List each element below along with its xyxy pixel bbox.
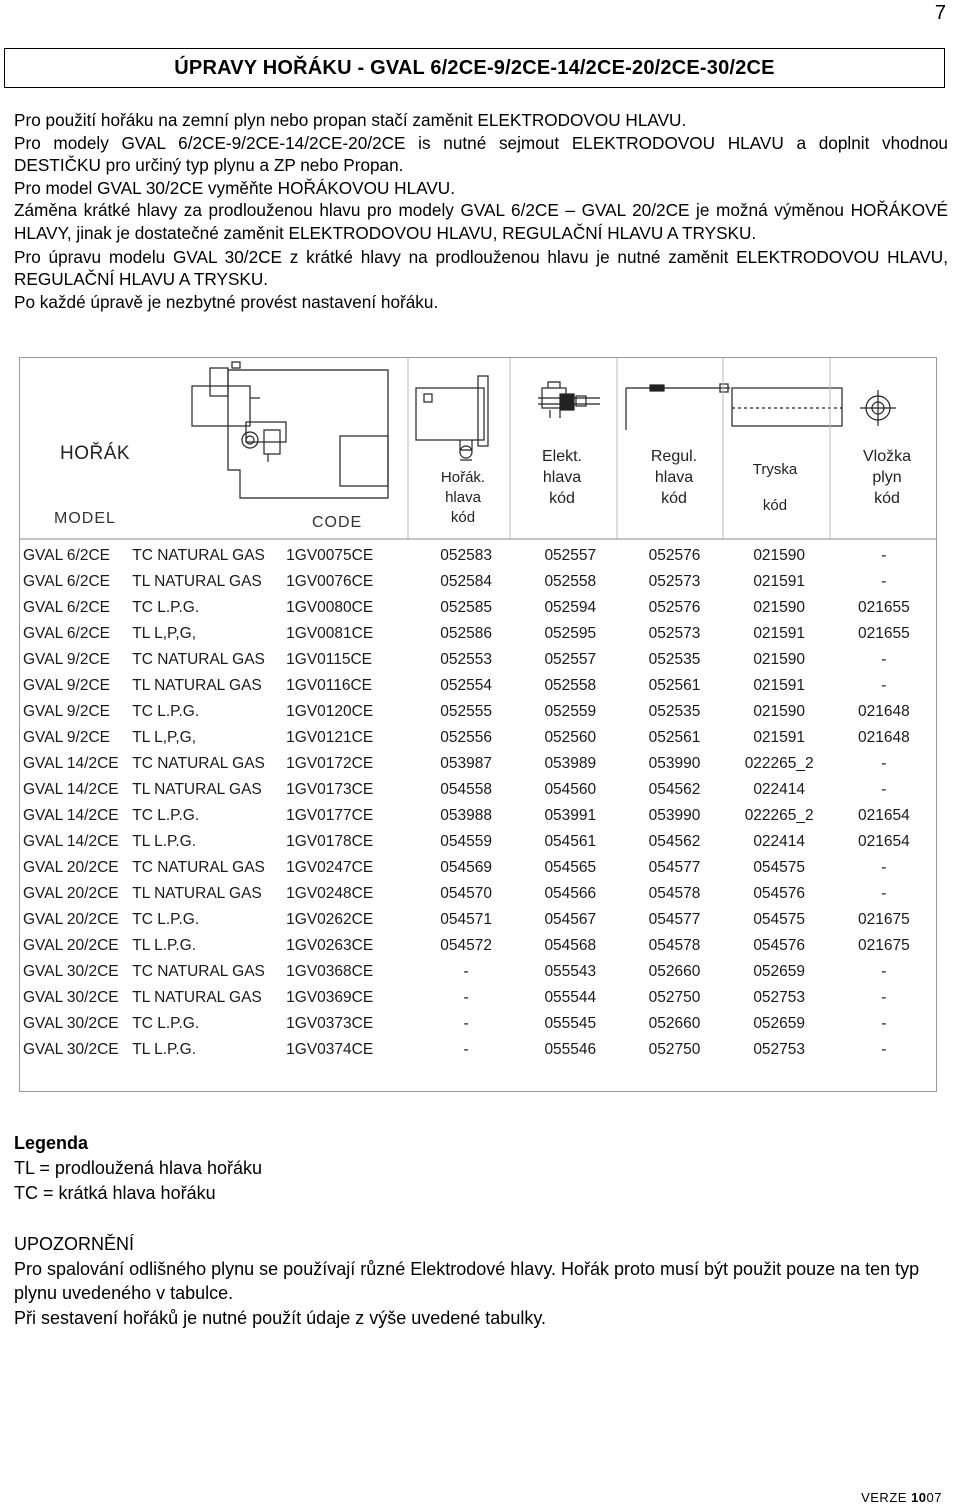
table-row [23,803,936,829]
header-model: MODEL [54,510,116,527]
cell-code: 1GV0373CE [286,1015,374,1032]
cell-burner-head-code: 052585 [440,599,492,616]
cell-gas-insert-code: - [881,885,887,902]
regulation-head-drawing-icon [626,384,730,430]
cell-burner-head-code: 052584 [440,573,492,590]
table-row [23,829,936,855]
cell-burner-head-code: 052553 [440,651,492,668]
warning-line: Při sestavení hořáků je nutné použít údaje z výše uvedené tabulky. [14,1307,546,1328]
cell-burner-head-code: 053987 [440,755,492,772]
cell-regulation-head-code: 052573 [648,573,701,590]
intro-text [14,109,948,313]
header-line: hlava [654,469,694,486]
cell-type: TL L.P.G. [132,937,197,954]
table-row [23,907,936,933]
table-row [23,595,936,621]
cell-model: GVAL 20/2CE [23,859,119,876]
legend [14,1131,948,1206]
cell-type: TC NATURAL GAS [132,547,265,564]
cell-type: TL NATURAL GAS [132,885,262,902]
cell-nozzle-code: 021591 [753,729,806,746]
header-line: kód [762,497,788,514]
header-burner-head-code [428,468,498,528]
cell-code: 1GV0115CE [286,651,373,668]
cell-model: GVAL 6/2CE [23,573,111,590]
table-row [23,751,936,777]
cell-nozzle-code: 021590 [753,547,806,564]
table-row [23,725,936,751]
cell-burner-head-code: 052586 [440,625,492,642]
cell-regulation-head-code: 052573 [648,625,701,642]
intro-paragraph: Pro modely GVAL 6/2CE-9/2CE-14/2CE-20/2CE is nutné sejmout ELEKTRODOVOU HLAVU a doplnit vhodnou DESTIČKU pro určiný typ plynu a ZP nebo Propan. [14,132,948,176]
cell-regulation-head-code: 052750 [648,1041,701,1058]
cell-type: TC NATURAL GAS [132,859,265,876]
header-line: Tryska [752,461,798,478]
header-line: Vložka [862,448,912,465]
cell-code: 1GV0173CE [286,781,374,798]
table-header [20,358,936,540]
cell-model: GVAL 9/2CE [23,729,111,746]
cell-model: GVAL 9/2CE [23,651,111,668]
cell-model: GVAL 20/2CE [23,885,119,902]
cell-nozzle-code: 021591 [753,573,806,590]
header-code: CODE [312,514,363,531]
cell-nozzle-code: 022414 [753,781,806,798]
cell-burner-head-code: 054570 [440,885,492,902]
cell-regulation-head-code: 052660 [648,963,701,980]
header-line: kód [549,490,575,507]
warning-heading: UPOZORNĚNÍ [14,1234,135,1254]
cell-nozzle-code: 052753 [753,1041,806,1058]
cell-type: TL NATURAL GAS [132,781,262,798]
cell-nozzle-code: 021591 [753,625,806,642]
cell-gas-insert-code: - [881,781,887,798]
cell-type: TC NATURAL GAS [132,755,265,772]
cell-burner-head-code: 052554 [440,677,492,694]
table-row [23,855,936,881]
table-row [23,621,936,647]
cell-regulation-head-code: 054562 [648,781,701,798]
table-row [23,777,936,803]
cell-electrode-head-code: 054561 [544,833,597,850]
cell-electrode-head-code: 053991 [544,807,597,824]
cell-code: 1GV0262CE [286,911,374,928]
cell-electrode-head-code: 055546 [544,1041,597,1058]
header-line: kód [874,490,900,507]
cell-type: TL L.P.G. [132,1041,197,1058]
header-horak: HOŘÁK [60,443,131,464]
header-line: kód [450,509,476,526]
footer-prefix: VERZE [861,1490,912,1505]
cell-code: 1GV0080CE [286,599,374,616]
intro-paragraph: Pro použití hořáku na zemní plyn nebo propan stačí zaměnit ELEKTRODOVOU HLAVU. [14,110,687,130]
cell-code: 1GV0172CE [286,755,374,772]
cell-nozzle-code: 021590 [753,703,806,720]
cell-regulation-head-code: 053990 [648,807,701,824]
intro-paragraph: Pro úpravu modelu GVAL 30/2CE z krátké hlavy na prodlouženou hlavu je nutné zaměnit ELEKTRODOVOU HLAVU, REGULAČNÍ HLAVU A TRYSKU. [14,246,948,290]
parts-table-figure [19,357,937,1092]
cell-type: TL L,P,G, [132,625,197,642]
table-row [23,647,936,673]
cell-type: TL NATURAL GAS [132,573,262,590]
cell-type: TC L.P.G. [132,911,200,928]
header-gas-insert-code [846,446,928,509]
cell-regulation-head-code: 052576 [648,547,701,564]
cell-burner-head-code: 053988 [440,807,492,824]
cell-burner-head-code: 054569 [440,859,492,876]
burner-head-drawing-icon [416,376,488,460]
cell-gas-insert-code: 021654 [857,807,910,824]
cell-nozzle-code: 054576 [753,937,806,954]
electrode-head-drawing-icon [538,382,600,418]
cell-code: 1GV0116CE [286,677,373,694]
cell-burner-head-code: 054571 [440,911,492,928]
cell-burner-head-code: 054572 [440,937,492,954]
cell-regulation-head-code: 052535 [648,703,701,720]
header-electrode-head-code [522,446,602,509]
cell-gas-insert-code: 021675 [857,911,910,928]
cell-code: 1GV0177CE [286,807,374,824]
cell-code: 1GV0263CE [286,937,374,954]
cell-gas-insert-code: - [881,963,887,980]
cell-burner-head-code: 052556 [440,729,492,746]
cell-regulation-head-code: 054578 [648,885,701,902]
table-row [23,933,936,959]
cell-model: GVAL 14/2CE [23,755,119,772]
header-line: kód [661,490,687,507]
cell-electrode-head-code: 054566 [544,885,597,902]
header-line: hlava [445,489,481,506]
legend-item: TL = prodloužená hlava hořáku [14,1158,263,1178]
cell-electrode-head-code: 052594 [544,599,597,616]
cell-electrode-head-code: 055545 [544,1015,597,1032]
cell-type: TC L.P.G. [132,1015,200,1032]
cell-model: GVAL 20/2CE [23,937,119,954]
header-nozzle-code [738,460,812,516]
cell-nozzle-code: 022414 [753,833,806,850]
cell-code: 1GV0076CE [286,573,374,590]
cell-code: 1GV0120CE [286,703,374,720]
cell-nozzle-code: 021591 [753,677,806,694]
header-line: Elekt. [541,448,582,465]
cell-nozzle-code: 022265_2 [744,807,814,824]
cell-model: GVAL 6/2CE [23,547,111,564]
table-row [23,569,936,595]
cell-electrode-head-code: 052595 [544,625,597,642]
cell-nozzle-code: 054576 [753,885,806,902]
cell-type: TL NATURAL GAS [132,989,262,1006]
cell-burner-head-code: - [463,963,469,980]
cell-gas-insert-code: - [881,1041,887,1058]
cell-electrode-head-code: 054565 [544,859,597,876]
cell-gas-insert-code: - [881,755,887,772]
cell-model: GVAL 14/2CE [23,781,119,798]
parts-table [23,543,936,1063]
cell-regulation-head-code: 054577 [648,911,701,928]
cell-code: 1GV0248CE [286,885,374,902]
cell-electrode-head-code: 052558 [544,677,597,694]
cell-model: GVAL 30/2CE [23,989,119,1006]
gas-insert-drawing-icon [860,390,896,426]
cell-nozzle-code: 052659 [753,1015,806,1032]
cell-model: GVAL 30/2CE [23,963,119,980]
cell-electrode-head-code: 054568 [544,937,597,954]
header-line: Hořák. [440,469,486,486]
cell-model: GVAL 6/2CE [23,599,111,616]
page-number: 7 [934,2,946,24]
warning [14,1232,948,1330]
cell-model: GVAL 6/2CE [23,625,111,642]
burner-drawing-icon [192,362,388,498]
header-line: hlava [542,469,582,486]
warning-line: Pro spalování odlišného plynu se používají různé Elektrodové hlavy. Hořák proto musí být použit pouze na ten typ plynu uvedeného v tabulce. [14,1258,920,1303]
cell-code: 1GV0374CE [286,1041,374,1058]
cell-gas-insert-code: 021655 [857,599,910,616]
cell-model: GVAL 14/2CE [23,833,119,850]
cell-gas-insert-code: 021648 [857,729,910,746]
cell-gas-insert-code: 021675 [857,937,910,954]
cell-nozzle-code: 022265_2 [744,755,814,772]
cell-gas-insert-code: - [881,1015,887,1032]
header-regulation-head-code [633,446,715,509]
intro-paragraph: Pro model GVAL 30/2CE vyměňte HOŘÁKOVOU HLAVU. [14,177,455,198]
cell-code: 1GV0121CE [286,729,374,746]
cell-burner-head-code: 052583 [440,547,492,564]
cell-model: GVAL 30/2CE [23,1041,119,1058]
cell-regulation-head-code: 052535 [648,651,701,668]
cell-model: GVAL 14/2CE [23,807,119,824]
cell-burner-head-code: - [463,989,469,1006]
cell-gas-insert-code: - [881,859,887,876]
cell-burner-head-code: - [463,1041,469,1058]
nozzle-drawing-icon [732,388,842,426]
table-row [23,881,936,907]
cell-electrode-head-code: 054560 [544,781,597,798]
table-row [23,1037,936,1063]
cell-type: TC L.P.G. [132,599,200,616]
footer-bold: 10 [911,1490,927,1505]
cell-type: TC L.P.G. [132,807,200,824]
cell-gas-insert-code: - [881,573,887,590]
cell-electrode-head-code: 052560 [544,729,597,746]
cell-type: TL NATURAL GAS [132,677,262,694]
intro-paragraph: Po každé úpravě je nezbytné provést nastavení hořáku. [14,291,439,312]
legend-heading: Legenda [14,1133,89,1153]
cell-nozzle-code: 021590 [753,651,806,668]
cell-regulation-head-code: 053990 [648,755,701,772]
cell-regulation-head-code: 052660 [648,1015,701,1032]
cell-electrode-head-code: 055543 [544,963,597,980]
cell-nozzle-code: 052753 [753,989,806,1006]
header-line: plyn [872,469,902,486]
table-row [23,959,936,985]
cell-gas-insert-code: 021648 [857,703,910,720]
cell-gas-insert-code: - [881,677,887,694]
cell-gas-insert-code: - [881,547,887,564]
cell-code: 1GV0247CE [286,859,374,876]
cell-code: 1GV0081CE [286,625,374,642]
cell-burner-head-code: 054559 [440,833,492,850]
cell-regulation-head-code: 052561 [648,677,701,694]
cell-regulation-head-code: 054577 [648,859,701,876]
cell-gas-insert-code: - [881,651,887,668]
cell-code: 1GV0178CE [286,833,374,850]
cell-model: GVAL 30/2CE [23,1015,119,1032]
header-line: Regul. [650,448,698,465]
table-row [23,985,936,1011]
table-row [23,543,936,569]
cell-gas-insert-code: 021655 [857,625,910,642]
cell-nozzle-code: 054575 [753,911,806,928]
cell-electrode-head-code: 052559 [544,703,597,720]
cell-regulation-head-code: 052561 [648,729,701,746]
page-title: ÚPRAVY HOŘÁKU - GVAL 6/2CE-9/2CE-14/2CE-20/2CE-30/2CE [4,48,945,88]
cell-type: TC L.P.G. [132,703,200,720]
cell-type: TL L.P.G. [132,833,197,850]
cell-electrode-head-code: 052557 [544,547,597,564]
cell-regulation-head-code: 054578 [648,937,701,954]
cell-nozzle-code: 021590 [753,599,806,616]
cell-type: TL L,P,G, [132,729,197,746]
table-row [23,673,936,699]
cell-type: TC NATURAL GAS [132,651,265,668]
cell-burner-head-code: - [463,1015,469,1032]
cell-electrode-head-code: 052558 [544,573,597,590]
cell-code: 1GV0368CE [286,963,374,980]
cell-model: GVAL 20/2CE [23,911,119,928]
table-row [23,1011,936,1037]
cell-electrode-head-code: 053989 [544,755,597,772]
cell-code: 1GV0075CE [286,547,374,564]
cell-burner-head-code: 054558 [440,781,492,798]
cell-type: TC NATURAL GAS [132,963,265,980]
cell-gas-insert-code: 021654 [857,833,910,850]
cell-model: GVAL 9/2CE [23,677,111,694]
cell-regulation-head-code: 052750 [648,989,701,1006]
cell-code: 1GV0369CE [286,989,374,1006]
table-row [23,699,936,725]
cell-electrode-head-code: 055544 [544,989,597,1006]
cell-burner-head-code: 052555 [440,703,492,720]
cell-model: GVAL 9/2CE [23,703,111,720]
footer-suffix: 07 [926,1490,942,1505]
cell-gas-insert-code: - [881,989,887,1006]
legend-item: TC = krátká hlava hořáku [14,1183,216,1203]
cell-regulation-head-code: 054562 [648,833,701,850]
cell-nozzle-code: 054575 [753,859,806,876]
version-footer [861,1490,942,1505]
cell-regulation-head-code: 052576 [648,599,701,616]
cell-electrode-head-code: 054567 [544,911,597,928]
cell-electrode-head-code: 052557 [544,651,597,668]
cell-nozzle-code: 052659 [753,963,806,980]
intro-paragraph: Záměna krátké hlavy za prodlouženou hlavu pro modely GVAL 6/2CE – GVAL 20/2CE je možná výměnou HOŘÁKOVÉ HLAVY, jinak je dostatečné zaměnit ELEKTRODOVOU HLAVU, REGULAČNÍ HLAVU A TRYSKU. [14,200,948,243]
